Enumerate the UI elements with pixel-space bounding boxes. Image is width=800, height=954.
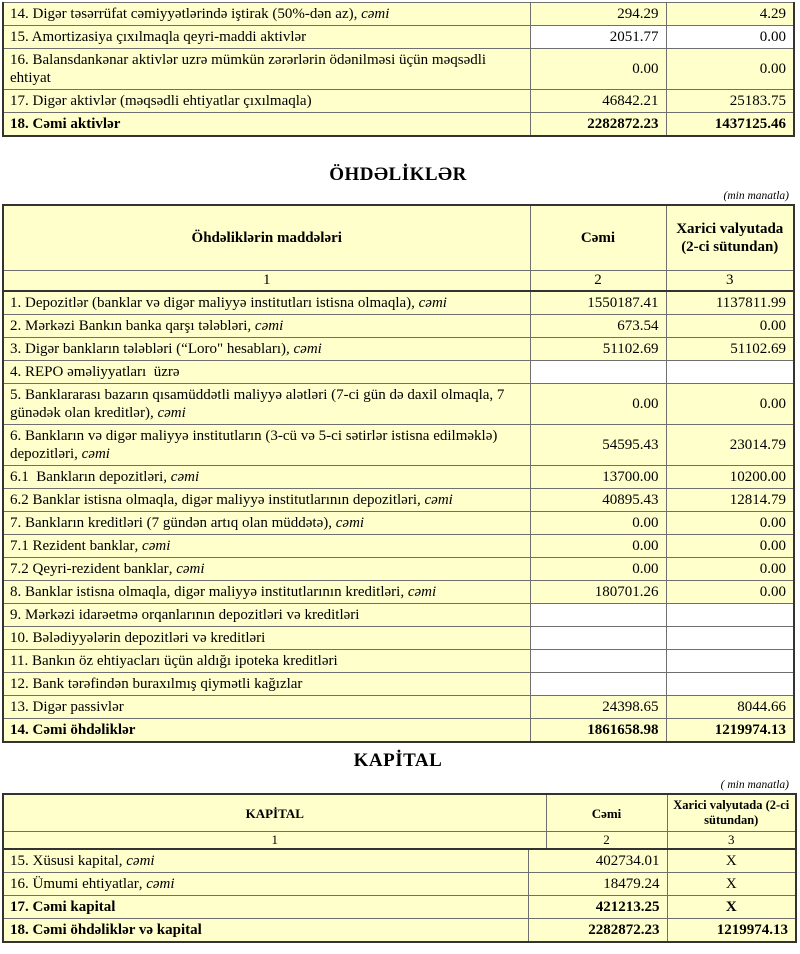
column-header-foreign: Xarici valyutada (2-ci sütundan) <box>667 795 795 832</box>
row-label: 1. Depozitlər (banklar və digər maliyyə institutları istisna olmaqla), cəmi <box>3 291 530 315</box>
row-value-foreign <box>666 627 794 650</box>
row-value-total: 51102.69 <box>530 338 666 361</box>
liabilities-unit-note: (min manatla) <box>723 190 789 202</box>
row-value-foreign: 25183.75 <box>666 90 794 113</box>
row-value-foreign: 1437125.46 <box>666 113 794 137</box>
row-label: 17. Cəmi kapital <box>4 896 528 919</box>
row-value-total: 0.00 <box>530 384 666 425</box>
table-row <box>3 512 794 535</box>
row-value-foreign: 0.00 <box>666 384 794 425</box>
row-label: 17. Digər aktivlər (məqsədli ehtiyatlar çıxılmaqla) <box>3 90 530 113</box>
row-value-total: 1861658.98 <box>530 719 666 743</box>
row-label: 7.1 Rezident banklar, cəmi <box>3 535 530 558</box>
row-label: 6.1 Bankların depozitləri, cəmi <box>3 466 530 489</box>
row-value-foreign: 0.00 <box>666 26 794 49</box>
row-value-foreign: 51102.69 <box>666 338 794 361</box>
row-label-italic-suffix: , cəmi <box>417 492 453 508</box>
row-label: 2. Mərkəzi Bankın banka qarşı tələbləri, cəmi <box>3 315 530 338</box>
row-value-foreign: 1137811.99 <box>666 291 794 315</box>
row-value-total: 673.54 <box>530 315 666 338</box>
row-value-foreign: 1219974.13 <box>666 719 794 743</box>
row-value-total: 40895.43 <box>530 489 666 512</box>
table-row <box>3 338 794 361</box>
table-row <box>4 873 795 896</box>
row-value-total: 421213.25 <box>528 896 667 919</box>
table-row <box>3 384 794 425</box>
table-row <box>3 489 794 512</box>
capital-title: KAPİTAL <box>353 750 443 771</box>
row-value-foreign <box>666 673 794 696</box>
column-index-2: 2 <box>530 271 666 292</box>
row-label: 15. Amortizasiya çıxılmaqla qeyri-maddi aktivlər <box>3 26 530 49</box>
table-row <box>4 919 795 942</box>
assets-table <box>2 2 795 137</box>
row-label: 8. Banklar istisna olmaqla, digər maliyyə institutlarının kreditləri, cəmi <box>3 581 530 604</box>
row-value-total <box>530 627 666 650</box>
row-label-italic-suffix: , cəmi <box>74 446 110 462</box>
table-row <box>4 850 795 873</box>
liabilities-index-row <box>3 271 794 292</box>
row-label: 16. Balansdankənar aktivlər uzrə mümkün zərərlərin ödənilməsi üçün məqsədli ehtiyat <box>3 49 530 90</box>
row-value-foreign: 8044.66 <box>666 696 794 719</box>
row-value-total <box>530 604 666 627</box>
row-value-total: 294.29 <box>530 3 666 26</box>
row-value-foreign: 0.00 <box>666 315 794 338</box>
column-index-1: 1 <box>4 832 546 850</box>
table-row <box>3 673 794 696</box>
row-value-foreign: X <box>667 873 795 896</box>
row-label-italic-suffix: , cəmi <box>328 515 365 531</box>
row-label-italic-suffix: , cəmi <box>353 6 390 22</box>
row-value-foreign: 0.00 <box>666 558 794 581</box>
row-label-italic-suffix: , cəmi <box>134 538 171 554</box>
column-header-foreign: Xarici valyutada (2-ci sütundan) <box>666 205 794 271</box>
row-value-total: 0.00 <box>530 558 666 581</box>
row-label: 13. Digər passivlər <box>3 696 530 719</box>
table-row <box>3 26 794 49</box>
row-label: 11. Bankın öz ehtiyacları üçün aldığı ipoteka kreditləri <box>3 650 530 673</box>
liabilities-title: ÖHDƏLİKLƏR <box>329 164 467 185</box>
table-row <box>3 315 794 338</box>
row-value-total: 0.00 <box>530 535 666 558</box>
table-row <box>3 49 794 90</box>
row-label: 3. Digər bankların tələbləri (“Loro" hesabları), cəmi <box>3 338 530 361</box>
row-value-foreign: 0.00 <box>666 535 794 558</box>
row-value-foreign: 1219974.13 <box>667 919 795 942</box>
row-label-italic-suffix: , cəmi <box>118 853 155 869</box>
column-index-1: 1 <box>3 271 530 292</box>
column-index-2: 2 <box>546 832 667 850</box>
row-value-total: 1550187.41 <box>530 291 666 315</box>
row-value-foreign: 12814.79 <box>666 489 794 512</box>
capital-table-header <box>4 795 795 850</box>
row-value-total <box>530 361 666 384</box>
row-value-total: 2282872.23 <box>530 113 666 137</box>
row-label-italic-suffix: , cəmi <box>163 469 200 485</box>
column-header-items: Öhdəliklərin maddələri <box>3 205 530 271</box>
table-row <box>3 291 794 315</box>
table-row <box>3 604 794 627</box>
column-index-3: 3 <box>667 832 795 850</box>
row-value-total: 402734.01 <box>528 850 667 873</box>
row-value-total: 2051.77 <box>530 26 666 49</box>
row-value-foreign: 4.29 <box>666 3 794 26</box>
row-value-total <box>530 650 666 673</box>
table-row <box>3 425 794 466</box>
row-value-foreign <box>666 361 794 384</box>
row-value-total: 24398.65 <box>530 696 666 719</box>
row-label: 6. Bankların və digər maliyyə institutların (3-cü və 5-ci sətirlər istisna edilməklə) depozitləri, cəmi <box>3 425 530 466</box>
row-label: 7. Bankların kreditləri (7 gündən artıq olan müddətə), cəmi <box>3 512 530 535</box>
row-label: 7.2 Qeyri-rezident banklar, cəmi <box>3 558 530 581</box>
row-label-italic-suffix: , cəmi <box>400 584 437 600</box>
row-value-foreign: 23014.79 <box>666 425 794 466</box>
liabilities-table <box>2 204 795 743</box>
table-row <box>3 113 794 137</box>
capital-table <box>2 793 797 943</box>
table-row <box>3 535 794 558</box>
row-value-foreign <box>666 650 794 673</box>
capital-header-row <box>4 795 795 832</box>
row-label-italic-suffix: , cəmi <box>286 341 322 357</box>
liabilities-header-row <box>3 205 794 271</box>
row-value-total: 13700.00 <box>530 466 666 489</box>
row-value-total: 0.00 <box>530 512 666 535</box>
row-label-italic-suffix: , cəmi <box>411 295 447 311</box>
row-value-total <box>530 673 666 696</box>
table-row <box>3 3 794 26</box>
table-row <box>3 466 794 489</box>
column-header-total: Cəmi <box>530 205 666 271</box>
table-row <box>3 90 794 113</box>
row-label: 12. Bank tərəfindən buraxılmış qiymətli kağızlar <box>3 673 530 696</box>
column-header-items: KAPİTAL <box>4 795 546 832</box>
table-row <box>3 696 794 719</box>
row-value-total: 0.00 <box>530 49 666 90</box>
column-index-3: 3 <box>666 271 794 292</box>
row-value-total: 46842.21 <box>530 90 666 113</box>
row-label: 18. Cəmi öhdəliklər və kapital <box>4 919 528 942</box>
row-value-foreign: 0.00 <box>666 49 794 90</box>
column-header-total: Cəmi <box>546 795 667 832</box>
row-value-foreign: X <box>667 850 795 873</box>
row-value-foreign: 10200.00 <box>666 466 794 489</box>
row-label: 14. Digər təsərrüfat cəmiyyətlərində iştirak (50%-dən az), cəmi <box>3 3 530 26</box>
row-value-foreign: 0.00 <box>666 512 794 535</box>
table-row <box>3 361 794 384</box>
capital-table-body <box>4 850 795 941</box>
capital-index-row <box>4 832 795 850</box>
table-row <box>3 650 794 673</box>
table-row <box>3 719 794 743</box>
row-label: 18. Cəmi aktivlər <box>3 113 530 137</box>
row-value-foreign: 0.00 <box>666 581 794 604</box>
row-label-italic-suffix: , cəmi <box>149 405 186 421</box>
row-label: 10. Bələdiyyələrin depozitləri və kreditləri <box>3 627 530 650</box>
row-value-total: 54595.43 <box>530 425 666 466</box>
table-row <box>3 581 794 604</box>
row-label: 14. Cəmi öhdəliklər <box>3 719 530 743</box>
row-value-foreign <box>666 604 794 627</box>
table-row <box>3 627 794 650</box>
row-label: 4. REPO əməliyyatları üzrə <box>3 361 530 384</box>
row-label: 9. Mərkəzi idarəetmə orqanlarının depozitləri və kreditləri <box>3 604 530 627</box>
row-label-italic-suffix: , cəmi <box>247 318 284 334</box>
row-label-italic-suffix: , cəmi <box>138 876 175 892</box>
row-value-total: 18479.24 <box>528 873 667 896</box>
row-label-italic-suffix: , cəmi <box>168 561 205 577</box>
row-label: 5. Banklararası bazarın qısamüddətli maliyyə alətləri (7-ci gün də daxil olmaqla, 7 günədək olan kreditlər), cəmi <box>3 384 530 425</box>
table-row <box>3 558 794 581</box>
row-value-total: 180701.26 <box>530 581 666 604</box>
row-label: 16. Ümumi ehtiyatlar, cəmi <box>4 873 528 896</box>
row-label: 15. Xüsusi kapital, cəmi <box>4 850 528 873</box>
table-row <box>4 896 795 919</box>
row-value-total: 2282872.23 <box>528 919 667 942</box>
row-label: 6.2 Banklar istisna olmaqla, digər maliyyə institutlarının depozitləri, cəmi <box>3 489 530 512</box>
capital-unit-note: ( min manatla) <box>720 779 789 791</box>
row-value-foreign: X <box>667 896 795 919</box>
